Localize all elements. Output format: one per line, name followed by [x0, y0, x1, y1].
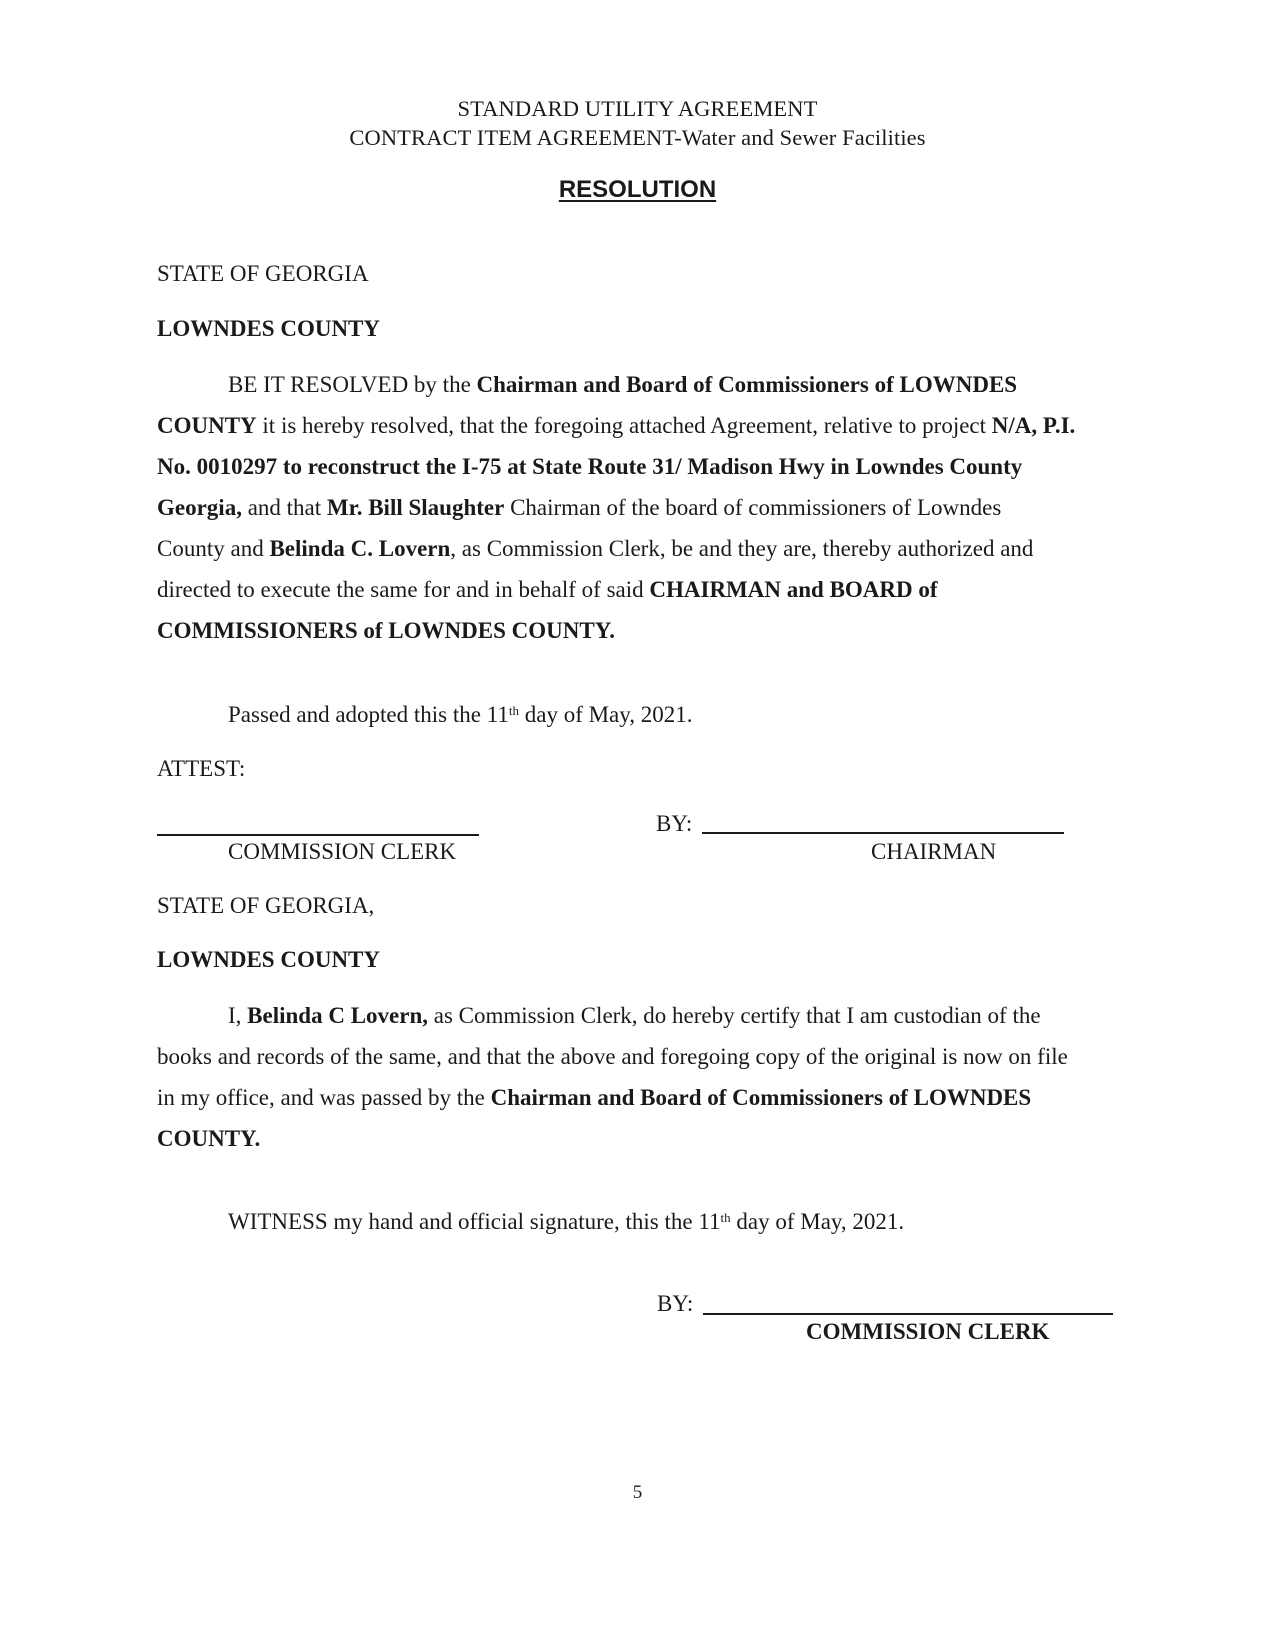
clerk-final-signature-label: COMMISSION CLERK [806, 1319, 1050, 1344]
page-number: 5 [632, 1482, 643, 1503]
para-line: in my office, and was passed by the Chairman and Board of Commissioners of LOWNDES [157, 1085, 1032, 1110]
para-line: directed to execute the same for and in behalf of said CHAIRMAN and BOARD of [157, 577, 938, 602]
chairman-signature-label: CHAIRMAN [871, 839, 997, 864]
attest-label: ATTEST: [157, 756, 246, 781]
agreement-title: STANDARD UTILITY AGREEMENT [457, 96, 818, 121]
para-line: BE IT RESOLVED by the Chairman and Board of Commissioners of LOWNDES [228, 372, 1018, 397]
para-line: County and Belinda C. Lovern, as Commission Clerk, be and they are, thereby authorized and [157, 536, 1034, 561]
county-label-2: LOWNDES COUNTY [157, 947, 381, 972]
resolution-paragraph [157, 364, 1107, 651]
para-line: COUNTY it is hereby resolved, that the foregoing attached Agreement, relative to project N/A, P.I. [157, 413, 1076, 438]
clerk-signature-label: COMMISSION CLERK [228, 839, 457, 864]
para-line: Georgia, and that Mr. Bill Slaughter Chairman of the board of commissioners of Lowndes [157, 495, 1002, 520]
chairman-signature-line[interactable] [702, 832, 1064, 834]
agreement-subtitle: CONTRACT ITEM AGREEMENT-Water and Sewer Facilities [349, 125, 926, 150]
para-line: books and records of the same, and that the above and foregoing copy of the original is now on file [157, 1044, 1068, 1069]
para-line: No. 0010297 to reconstruct the I-75 at State Route 31/ Madison Hwy in Lowndes County [157, 454, 1023, 479]
para-line: COMMISSIONERS of LOWNDES COUNTY. [157, 618, 615, 643]
para-line: COUNTY. [157, 1126, 261, 1151]
para-line: I, Belinda C Lovern, as Commission Clerk, do hereby certify that I am custodian of the [228, 1003, 1041, 1028]
clerk-signature-line[interactable] [157, 834, 479, 836]
final-by-label: BY: [657, 1291, 694, 1316]
witness-line: WITNESS my hand and official signature, this the 11th day of May, 2021. [228, 1209, 905, 1234]
resolution-heading: RESOLUTION [558, 176, 717, 203]
certification-paragraph [157, 995, 1107, 1159]
county-label: LOWNDES COUNTY [157, 316, 381, 341]
clerk-final-signature-line[interactable] [703, 1313, 1113, 1315]
state-label-2: STATE OF GEORGIA, [157, 893, 375, 918]
by-label: BY: [656, 811, 693, 836]
state-label: STATE OF GEORGIA [157, 261, 369, 286]
passed-adopted-line: Passed and adopted this the 11th day of May, 2021. [228, 702, 693, 727]
